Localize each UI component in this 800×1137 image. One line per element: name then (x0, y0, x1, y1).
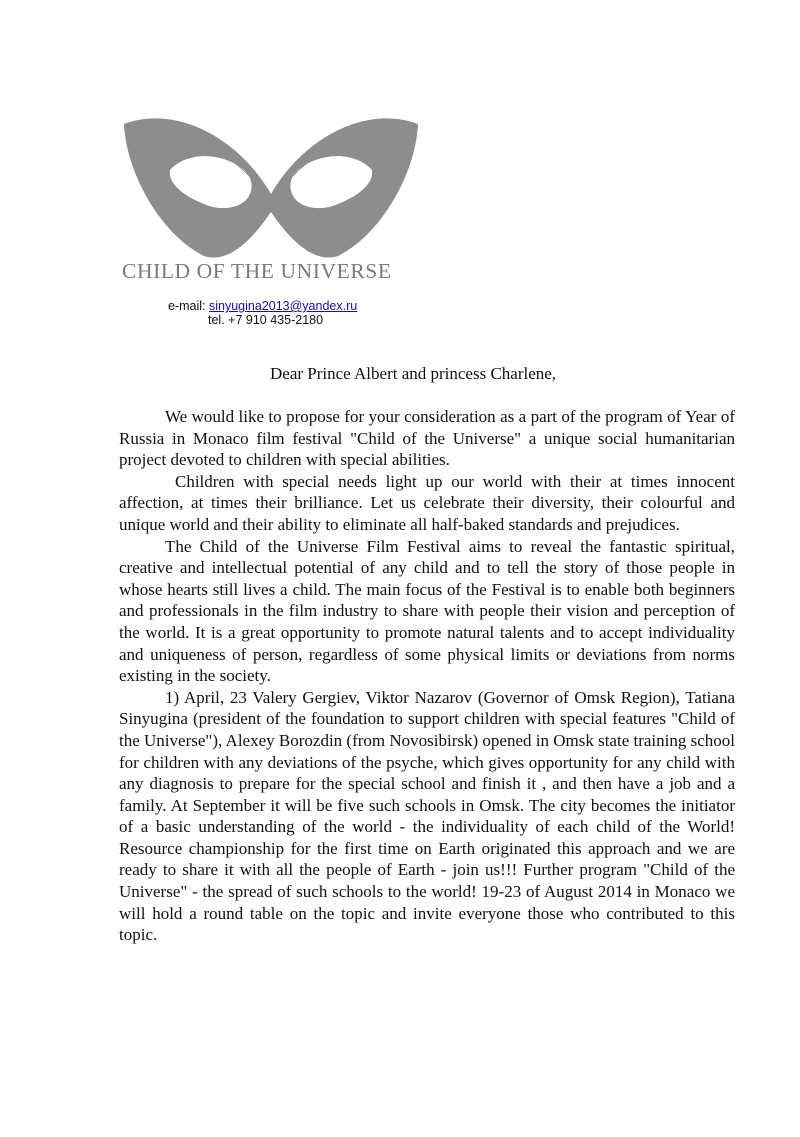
contact-block (168, 299, 357, 327)
email-label: e-mail: (168, 299, 206, 313)
paragraph: We would like to propose for your consideration as a part of the program of Year of Russia in Monaco film festival "Child of the Universe" a unique social humanitarian project devoted to children with special abilities. (119, 407, 735, 470)
letter-body (119, 406, 735, 946)
email-line (168, 299, 357, 313)
tel-label: tel. (208, 313, 225, 327)
mask-logo-icon (118, 112, 424, 262)
paragraph: 1) April, 23 Valery Gergiev, Viktor Nazarov (Governor of Omsk Region), Tatiana Sinyugina (president of the foundation to support children with special features "Child of the Universe"), Alexey Borozdin (from Novosibirsk) opened in Omsk state training school for children with any deviations of the psyche, which gives opportunity for any child with any diagnosis to prepare for the special school and finish it , and then have a job and a family. At September it will be five such schools in Omsk. The city becomes the initiator of a basic understanding of the world - the individuality of each child of the World! Resource championship for the first time on Earth originated this approach and we are ready to share it with all the people of Earth - join us!!! Further program "Child of the Universe" - the spread of such schools to the world! 19-23 of August 2014 in Monaco we will hold a round table on the topic and invite everyone those who contributed to this topic. (119, 687, 735, 945)
tel-line (168, 313, 357, 327)
paragraph: The Child of the Universe Film Festival aims to reveal the fantastic spiritual, creative and intellectual potential of any child and to tell the story of those people in whose hearts still lives a child. The main focus of the Festival is to enable both beginners and professionals in the film industry to share with people their vision and perception of the world. It is a great opportunity to promote natural talents and to accept individuality and uniqueness of person, regardless of some physical limits or deviations from norms existing in the society. (119, 536, 735, 686)
paragraph: Children with special needs light up our world with their at times innocent affection, at times their brilliance. Let us celebrate their diversity, their colourful and unique world and their ability to eliminate all half-baked standards and prejudices. (119, 471, 735, 534)
salutation: Dear Prince Albert and princess Charlene, (270, 364, 557, 383)
organization-name: CHILD OF THE UNIVERSE (122, 259, 392, 283)
tel-number: +7 910 435-2180 (228, 313, 324, 327)
email-link[interactable]: sinyugina2013@yandex.ru (209, 299, 358, 313)
